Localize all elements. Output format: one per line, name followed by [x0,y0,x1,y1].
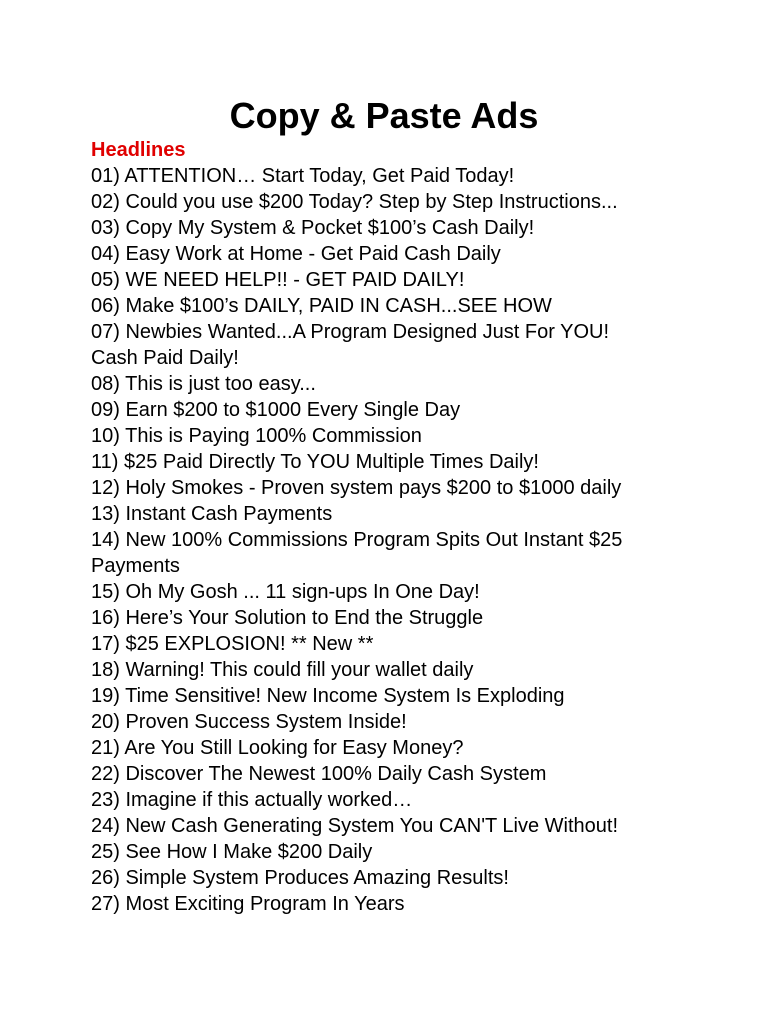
headline-item: 09) Earn $200 to $1000 Every Single Day [91,399,461,421]
headline-item: 20) Proven Success System Inside! [91,711,407,733]
headline-item: 05) WE NEED HELP!! - GET PAID DAILY! [91,269,465,291]
headline-item: 18) Warning! This could fill your wallet daily [91,659,474,681]
headline-list [91,163,691,917]
headline-item: 06) Make $100’s DAILY, PAID IN CASH...SEE HOW [91,295,552,317]
headline-item: 01) ATTENTION… Start Today, Get Paid Today! [91,165,515,187]
section-heading-headlines: Headlines [91,139,186,161]
headlines-section [91,137,691,917]
headline-item: 04) Easy Work at Home - Get Paid Cash Daily [91,243,501,265]
headline-item: 16) Here’s Your Solution to End the Struggle [91,607,484,629]
headline-item: 24) New Cash Generating System You CAN'T Live Without! [91,815,619,837]
headline-item: 10) This is Paying 100% Commission [91,425,422,447]
headline-item: 14) New 100% Commissions Program Spits Out Instant $25 Payments [91,529,623,577]
page-title: Copy & Paste Ads [229,95,539,136]
headline-item: 12) Holy Smokes - Proven system pays $200 to $1000 daily [91,477,622,499]
headline-item: 25) See How I Make $200 Daily [91,841,373,863]
headline-item: 07) Newbies Wanted...A Program Designed Just For YOU! Cash Paid Daily! [91,321,609,369]
headline-item: 22) Discover The Newest 100% Daily Cash System [91,763,547,785]
headline-item: 02) Could you use $200 Today? Step by Step Instructions... [91,191,618,213]
headline-item: 08) This is just too easy... [91,373,316,395]
headline-item: 26) Simple System Produces Amazing Results! [91,867,509,889]
headline-item: 03) Copy My System & Pocket $100’s Cash Daily! [91,217,535,239]
headline-item: 21) Are You Still Looking for Easy Money? [91,737,464,759]
headline-item: 27) Most Exciting Program In Years [91,893,405,915]
headline-item: 23) Imagine if this actually worked… [91,789,413,811]
headline-item: 13) Instant Cash Payments [91,503,333,525]
headline-item: 11) $25 Paid Directly To YOU Multiple Times Daily! [91,451,539,473]
headline-item: 15) Oh My Gosh ... 11 sign-ups In One Day! [91,581,480,603]
headline-item: 19) Time Sensitive! New Income System Is Exploding [91,685,565,707]
headline-item: 17) $25 EXPLOSION! ** New ** [91,633,374,655]
